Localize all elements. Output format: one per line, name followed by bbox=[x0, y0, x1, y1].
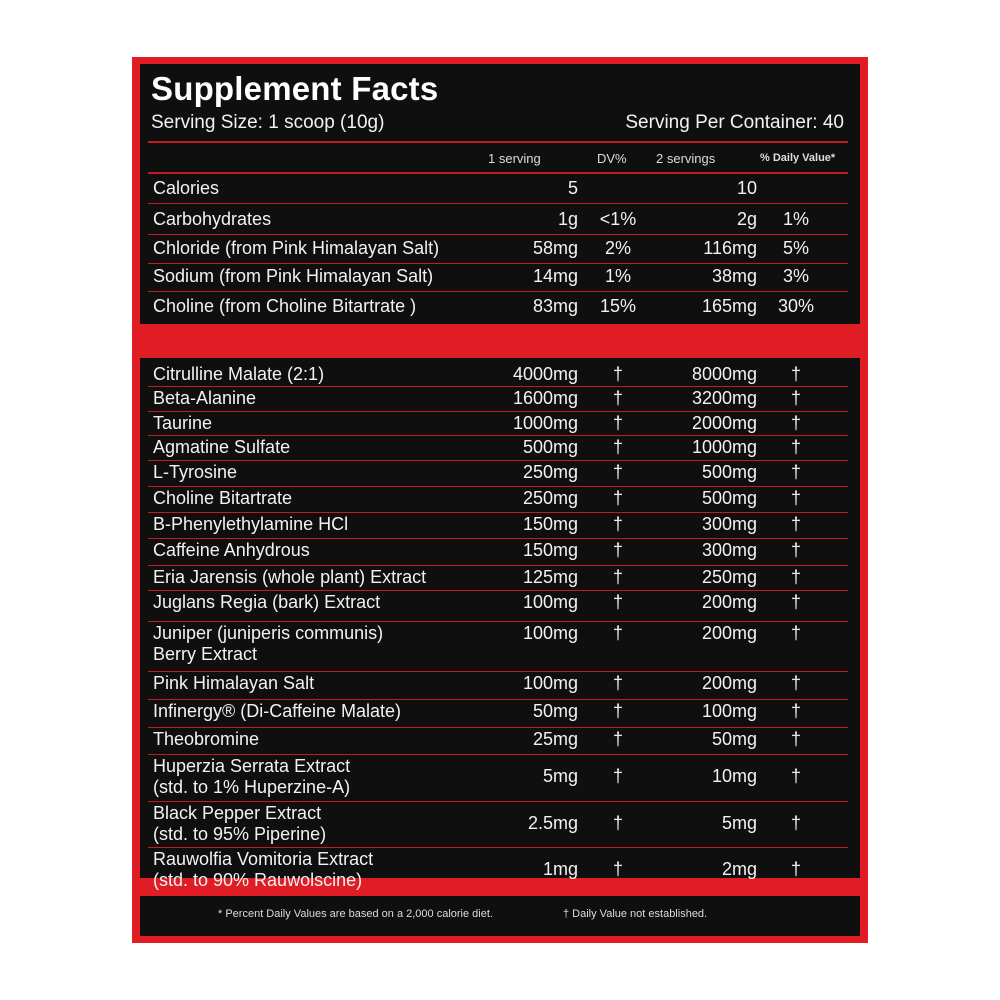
amount-2-servings: 10mg bbox=[711, 766, 757, 786]
dv-1-serving: † bbox=[612, 729, 623, 749]
ingredient-name: Rauwolfia Vomitoria Extract bbox=[153, 849, 374, 869]
row-divider bbox=[148, 411, 848, 412]
dv-1-serving: † bbox=[612, 437, 623, 457]
row-divider bbox=[148, 671, 848, 672]
dv-2-servings: † bbox=[790, 388, 801, 408]
footnote-percent-dv: * Percent Daily Values are based on a 2,000 calorie diet. bbox=[218, 908, 493, 920]
row-divider bbox=[148, 291, 848, 292]
amount-1-serving: 1600mg bbox=[512, 388, 578, 408]
dv-2-servings: † bbox=[790, 623, 801, 643]
row-divider bbox=[148, 234, 848, 235]
amount-1-serving: 125mg bbox=[522, 567, 578, 587]
dv-2-servings: 5% bbox=[782, 238, 809, 258]
ingredient-subname: (std. to 95% Piperine) bbox=[153, 824, 327, 844]
serving-size: Serving Size: 1 scoop (10g) bbox=[151, 112, 385, 133]
ingredient-name: Citrulline Malate (2:1) bbox=[153, 364, 325, 384]
ingredient-name: Taurine bbox=[153, 413, 213, 433]
row-divider bbox=[148, 512, 848, 513]
ingredient-name: Beta-Alanine bbox=[153, 388, 257, 408]
row-divider bbox=[148, 263, 848, 264]
amount-2-servings: 38mg bbox=[711, 266, 757, 286]
row-divider bbox=[148, 486, 848, 487]
amount-1-serving: 100mg bbox=[522, 673, 578, 693]
row-divider bbox=[148, 203, 848, 204]
amount-1-serving: 150mg bbox=[522, 514, 578, 534]
dv-1-serving: † bbox=[612, 673, 623, 693]
amount-2-servings: 116mg bbox=[703, 238, 757, 258]
row-divider bbox=[148, 565, 848, 566]
ingredient-section bbox=[140, 358, 860, 878]
dv-2-servings: † bbox=[790, 437, 801, 457]
ingredient-name: Choline Bitartrate bbox=[153, 488, 293, 508]
amount-1-serving: 250mg bbox=[522, 462, 578, 482]
dv-2-servings: 1% bbox=[782, 209, 809, 229]
amount-2-servings: 2mg bbox=[721, 859, 757, 879]
column-header-rule bbox=[148, 172, 848, 174]
dv-1-serving: † bbox=[612, 859, 623, 879]
dv-2-servings: † bbox=[790, 413, 801, 433]
ingredient-subname: Berry Extract bbox=[153, 644, 258, 664]
amount-1-serving: 500mg bbox=[522, 437, 578, 457]
dv-2-servings: † bbox=[790, 813, 801, 833]
col-header-daily-value: % Daily Value* bbox=[760, 152, 836, 164]
dv-2-servings: † bbox=[790, 766, 801, 786]
amount-1-serving: 1000mg bbox=[512, 413, 578, 433]
ingredient-name: Juglans Regia (bark) Extract bbox=[153, 592, 381, 612]
amount-1-serving: 4000mg bbox=[512, 364, 578, 384]
row-divider bbox=[148, 699, 848, 700]
ingredient-name: Black Pepper Extract bbox=[153, 803, 322, 823]
dv-1-serving: <1% bbox=[599, 209, 637, 229]
amount-2-servings: 10 bbox=[736, 178, 757, 198]
dv-1-serving: † bbox=[612, 766, 623, 786]
amount-1-serving: 100mg bbox=[522, 623, 578, 643]
dv-1-serving: 15% bbox=[599, 296, 637, 316]
nutrient-name: Sodium (from Pink Himalayan Salt) bbox=[153, 266, 434, 286]
ingredient-name: Juniper (juniperis communis) bbox=[153, 623, 384, 643]
amount-2-servings: 200mg bbox=[701, 673, 757, 693]
dv-1-serving: † bbox=[612, 701, 623, 721]
amount-2-servings: 2g bbox=[736, 209, 757, 229]
header-rule bbox=[148, 141, 848, 143]
dv-1-serving: † bbox=[612, 388, 623, 408]
amount-1-serving: 83mg bbox=[532, 296, 578, 316]
row-divider bbox=[148, 460, 848, 461]
dv-1-serving: † bbox=[612, 592, 623, 612]
amount-2-servings: 200mg bbox=[701, 592, 757, 612]
amount-1-serving: 1g bbox=[557, 209, 578, 229]
ingredient-subname: (std. to 90% Rauwolscine) bbox=[153, 870, 363, 890]
dv-2-servings: † bbox=[790, 729, 801, 749]
amount-2-servings: 50mg bbox=[711, 729, 757, 749]
ingredient-name: Infinergy® (Di-Caffeine Malate) bbox=[153, 701, 402, 721]
ingredient-name: Agmatine Sulfate bbox=[153, 437, 291, 457]
amount-2-servings: 100mg bbox=[701, 701, 757, 721]
amount-1-serving: 5mg bbox=[542, 766, 578, 786]
dv-2-servings: † bbox=[790, 514, 801, 534]
dv-2-servings: † bbox=[790, 592, 801, 612]
footnote-dagger: † Daily Value not established. bbox=[563, 908, 708, 920]
amount-2-servings: 165mg bbox=[701, 296, 757, 316]
row-divider bbox=[148, 754, 848, 755]
dv-2-servings: † bbox=[790, 488, 801, 508]
row-divider bbox=[148, 621, 848, 622]
dv-2-servings: † bbox=[790, 673, 801, 693]
dv-1-serving: † bbox=[612, 413, 623, 433]
dv-1-serving: † bbox=[612, 623, 623, 643]
ingredient-name: L-Tyrosine bbox=[153, 462, 238, 482]
dv-2-servings: 30% bbox=[777, 296, 815, 316]
servings-per-container: Serving Per Container: 40 bbox=[625, 112, 844, 133]
dv-1-serving: † bbox=[612, 364, 623, 384]
amount-1-serving: 250mg bbox=[522, 488, 578, 508]
dv-1-serving: 2% bbox=[604, 238, 631, 258]
dv-1-serving: † bbox=[612, 567, 623, 587]
amount-2-servings: 300mg bbox=[701, 514, 757, 534]
nutrient-name: Carbohydrates bbox=[153, 209, 272, 229]
amount-2-servings: 500mg bbox=[701, 488, 757, 508]
ingredient-name: Eria Jarensis (whole plant) Extract bbox=[153, 567, 427, 587]
ingredient-name: Pink Himalayan Salt bbox=[153, 673, 315, 693]
nutrient-name: Choline (from Choline Bitartrate ) bbox=[153, 296, 417, 316]
row-divider bbox=[148, 435, 848, 436]
ingredient-subname: (std. to 1% Huperzine-A) bbox=[153, 777, 351, 797]
dv-2-servings: 3% bbox=[782, 266, 809, 286]
amount-2-servings: 500mg bbox=[701, 462, 757, 482]
row-divider bbox=[148, 801, 848, 802]
nutrient-name: Calories bbox=[153, 178, 220, 198]
ingredient-name: Theobromine bbox=[153, 729, 260, 749]
ingredient-name: Caffeine Anhydrous bbox=[153, 540, 310, 560]
amount-1-serving: 14mg bbox=[532, 266, 578, 286]
amount-1-serving: 5 bbox=[567, 178, 578, 198]
row-divider bbox=[148, 847, 848, 848]
row-divider bbox=[148, 386, 848, 387]
dv-2-servings: † bbox=[790, 540, 801, 560]
col-header-2-servings: 2 servings bbox=[656, 151, 716, 166]
amount-1-serving: 25mg bbox=[532, 729, 578, 749]
row-divider bbox=[148, 727, 848, 728]
dv-1-serving: † bbox=[612, 813, 623, 833]
col-header-dv: DV% bbox=[597, 151, 627, 166]
amount-1-serving: 150mg bbox=[522, 540, 578, 560]
amount-1-serving: 1mg bbox=[542, 859, 578, 879]
amount-1-serving: 2.5mg bbox=[527, 813, 578, 833]
nutrient-name: Chloride (from Pink Himalayan Salt) bbox=[153, 238, 440, 258]
dv-1-serving: 1% bbox=[604, 266, 631, 286]
dv-1-serving: † bbox=[612, 540, 623, 560]
amount-2-servings: 8000mg bbox=[691, 364, 757, 384]
dv-2-servings: † bbox=[790, 364, 801, 384]
amount-1-serving: 50mg bbox=[532, 701, 578, 721]
amount-1-serving: 58mg bbox=[532, 238, 578, 258]
dv-1-serving: † bbox=[612, 488, 623, 508]
amount-2-servings: 200mg bbox=[701, 623, 757, 643]
dv-2-servings: † bbox=[790, 462, 801, 482]
amount-2-servings: 2000mg bbox=[691, 413, 757, 433]
amount-2-servings: 250mg bbox=[701, 567, 757, 587]
dv-2-servings: † bbox=[790, 567, 801, 587]
amount-1-serving: 100mg bbox=[522, 592, 578, 612]
dv-2-servings: † bbox=[790, 859, 801, 879]
ingredient-name: Huperzia Serrata Extract bbox=[153, 756, 351, 776]
amount-2-servings: 3200mg bbox=[691, 388, 757, 408]
row-divider bbox=[148, 590, 848, 591]
col-header-1-serving: 1 serving bbox=[488, 151, 541, 166]
dv-1-serving: † bbox=[612, 514, 623, 534]
dv-1-serving: † bbox=[612, 462, 623, 482]
ingredient-name: B-Phenylethylamine HCl bbox=[153, 514, 349, 534]
dv-2-servings: † bbox=[790, 701, 801, 721]
label-title: Supplement Facts bbox=[151, 70, 439, 107]
amount-2-servings: 5mg bbox=[721, 813, 757, 833]
amount-2-servings: 1000mg bbox=[691, 437, 757, 457]
row-divider bbox=[148, 538, 848, 539]
amount-2-servings: 300mg bbox=[701, 540, 757, 560]
